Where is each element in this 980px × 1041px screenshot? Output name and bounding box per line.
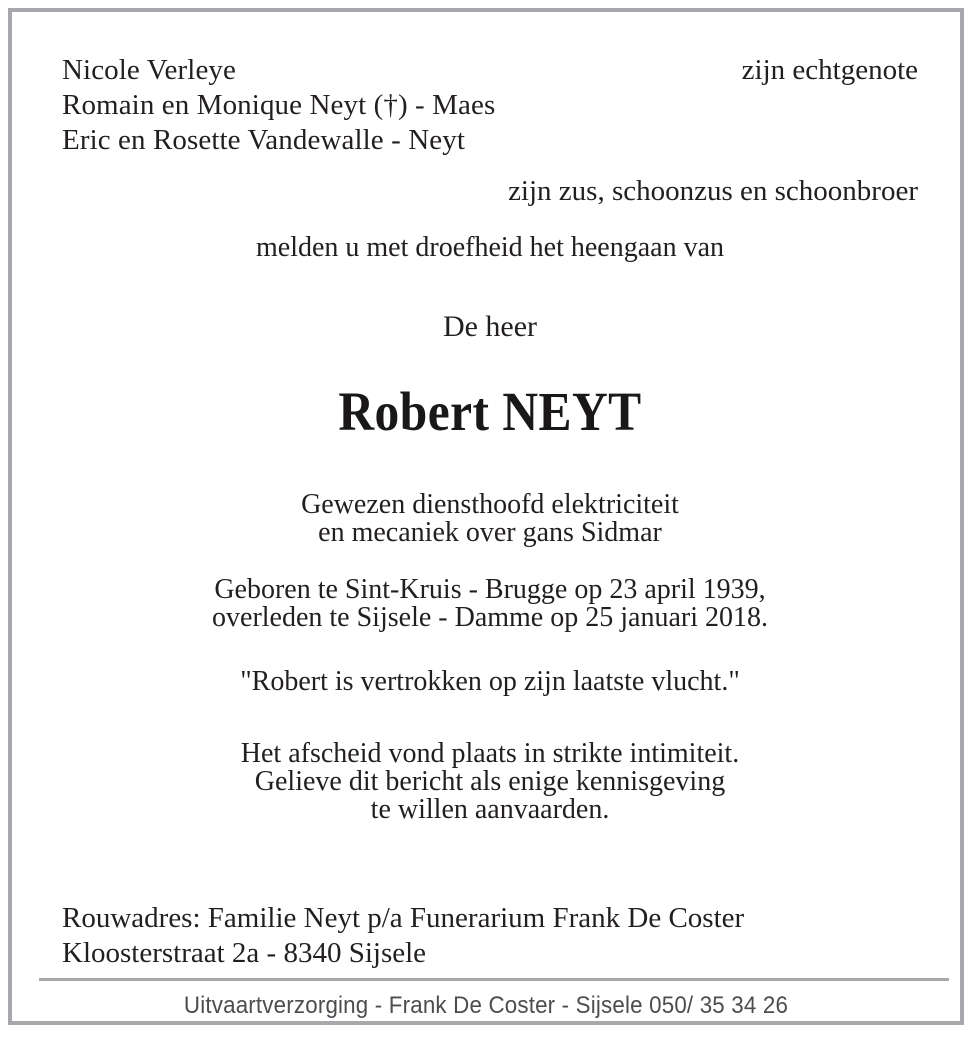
announcement-stack	[52, 234, 928, 824]
profession-line-1: Gewezen diensthoofd elektriciteit	[301, 489, 679, 520]
mourning-address-block	[62, 904, 942, 974]
memorial-quote: "Robert is vertrokken op zijn laatste vlucht."	[240, 666, 740, 697]
memorial-notice-body	[12, 12, 960, 1021]
life-dates-block	[52, 576, 928, 632]
mourning-address-line-1: Rouwadres: Familie Neyt p/a Funerarium Frank De Coster	[62, 902, 745, 934]
survivor-line-sibling-1: Romain en Monique Neyt (†) - Maes	[62, 89, 496, 121]
closing-line-1: Het afscheid vond plaats in strikte intimiteit.	[240, 738, 740, 769]
closing-line-3: te willen aanvaarden.	[370, 794, 610, 825]
relation-label-siblings: zijn zus, schoonzus en schoonbroer	[508, 175, 918, 207]
closing-line-2: Gelieve dit bericht als enige kennisgeving	[254, 766, 726, 797]
survivor-line-spouse: Nicole Verleye	[62, 54, 236, 86]
profession-line-2: en mecaniek over gans Sidmar	[318, 517, 662, 548]
memorial-notice-card	[8, 8, 964, 1025]
death-date-line: overleden te Sijsele - Damme op 25 januari 2018.	[212, 602, 768, 633]
mourning-address-line-2: Kloosterstraat 2a - 8340 Sijsele	[62, 937, 427, 969]
footer-divider	[39, 978, 949, 981]
announcement-text: melden u met droefheid het heengaan van	[255, 232, 725, 263]
birth-date-line: Geboren te Sint-Kruis - Brugge op 23 april 1939,	[214, 574, 766, 605]
honorific-text: De heer	[442, 310, 538, 343]
funeral-home-footer: Uitvaartverzorging - Frank De Coster - Sijsele 050/ 35 34 26	[183, 992, 789, 1019]
profession-block	[52, 491, 928, 547]
deceased-name: Robert NEYT	[338, 381, 642, 442]
relation-label-spouse: zijn echtgenote	[741, 54, 918, 86]
closing-message-block	[52, 740, 928, 824]
survivor-line-sibling-2: Eric en Rosette Vandewalle - Neyt	[62, 124, 465, 156]
